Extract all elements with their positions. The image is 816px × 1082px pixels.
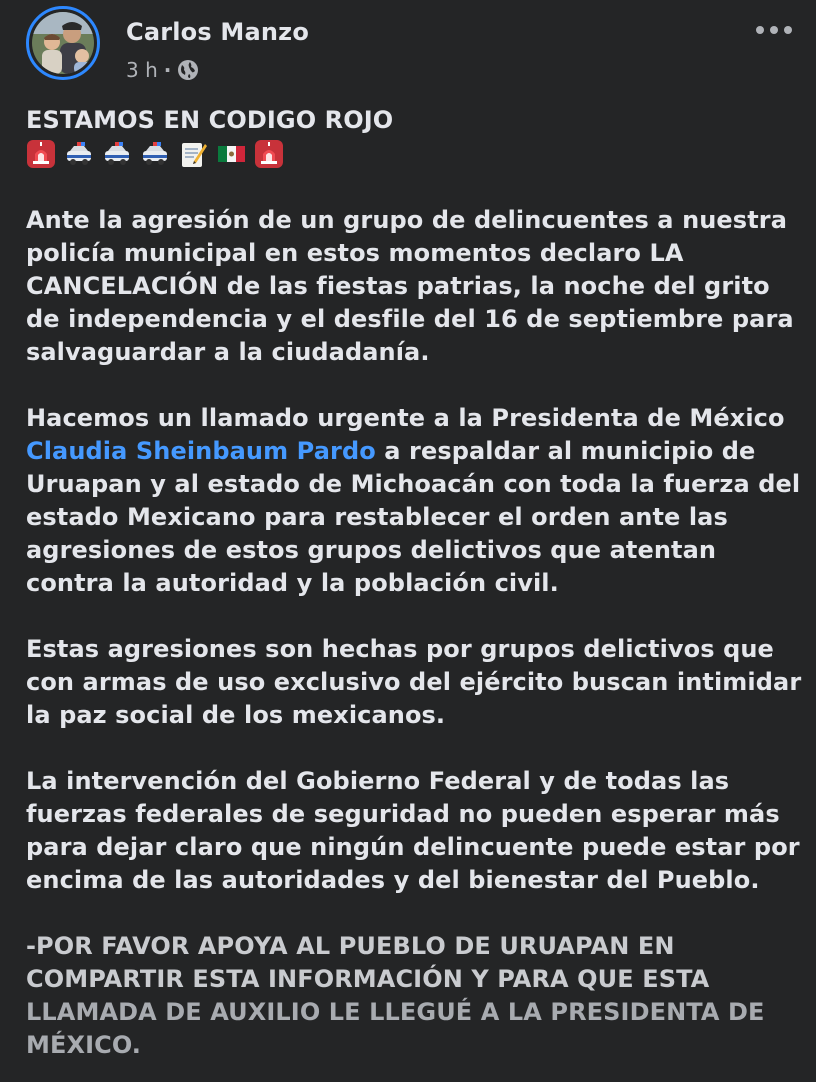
text-line: Estas agresiones son hechas por grupos delictivos que [26,635,774,663]
text-line: estado Mexicano para restablecer el orden ante las [26,503,728,531]
text-line: Ante la agresión de un grupo de delincuentes a nuestra [26,206,788,234]
text-line: la paz social de los mexicanos. [26,701,446,729]
text-line: Uruapan y al estado de Michoacán con toda la fuerza del [26,470,801,498]
text-line: COMPARTIR ESTA INFORMACIÓN Y PARA QUE ESTA [26,965,710,993]
post-header [26,6,796,90]
more-dot [784,26,792,34]
text-line: contra la autoridad y la población civil. [26,569,559,597]
memo-icon [178,139,208,169]
more-dot [756,26,764,34]
text-line: Hacemos un llamado urgente a la Presidenta de México [26,404,785,432]
text-line: fuerzas federales de seguridad no pueden esperar más [26,800,780,828]
police-car-icon [64,139,94,169]
post-meta [126,58,199,82]
emoji-row [26,137,806,171]
more-dot [770,26,778,34]
siren-icon [26,139,56,169]
text-line: salvaguardar a la ciudadanía. [26,338,430,366]
post-body [26,104,806,1062]
text-line: para dejar claro que ningún delincuente puede estar por [26,833,800,861]
meta-separator: · [163,58,172,82]
mention-link[interactable]: Claudia Sheinbaum Pardo [26,437,376,465]
globe-icon[interactable] [177,59,199,81]
text-line: CANCELACIÓN de las fiestas patrias, la noche del grito [26,272,770,300]
mexico-flag-icon [216,139,246,169]
author-name[interactable]: Carlos Manzo [126,18,310,46]
more-options-icon[interactable] [752,16,796,44]
text-line: encima de las autoridades y del bienestar del Pueblo. [26,866,760,894]
text-line: -POR FAVOR APOYA AL PUEBLO DE URUAPAN EN [26,932,675,960]
text-line: con armas de uso exclusivo del ejército buscan intimidar [26,668,802,696]
text-line: policía municipal en estos momentos declaro LA [26,239,684,267]
text-line: La intervención del Gobierno Federal y de todas las [26,767,730,795]
avatar-photo [32,12,94,74]
text-line: de independencia y el desfile del 16 de septiembre para [26,305,794,333]
text-line: agresiones de estos grupos delictivos que atentan [26,536,717,564]
text-line: LLAMADA DE AUXILIO LE LLEGUÉ A LA PRESIDENTA DE [26,998,765,1026]
paragraph-3 [26,633,806,732]
text-line: MÉXICO. [26,1031,142,1059]
police-car-icon [140,139,170,169]
post-time[interactable]: 3 h [126,58,158,82]
paragraph-5 [26,930,806,1062]
siren-icon [254,139,284,169]
paragraph-1 [26,204,806,369]
police-car-icon [102,139,132,169]
text-segment: a respaldar al municipio de [375,437,756,465]
paragraph-4 [26,765,806,897]
profile-avatar[interactable] [26,6,100,80]
paragraph-2 [26,402,806,600]
headline: ESTAMOS EN CODIGO ROJO [26,106,394,134]
text-line [26,435,806,468]
